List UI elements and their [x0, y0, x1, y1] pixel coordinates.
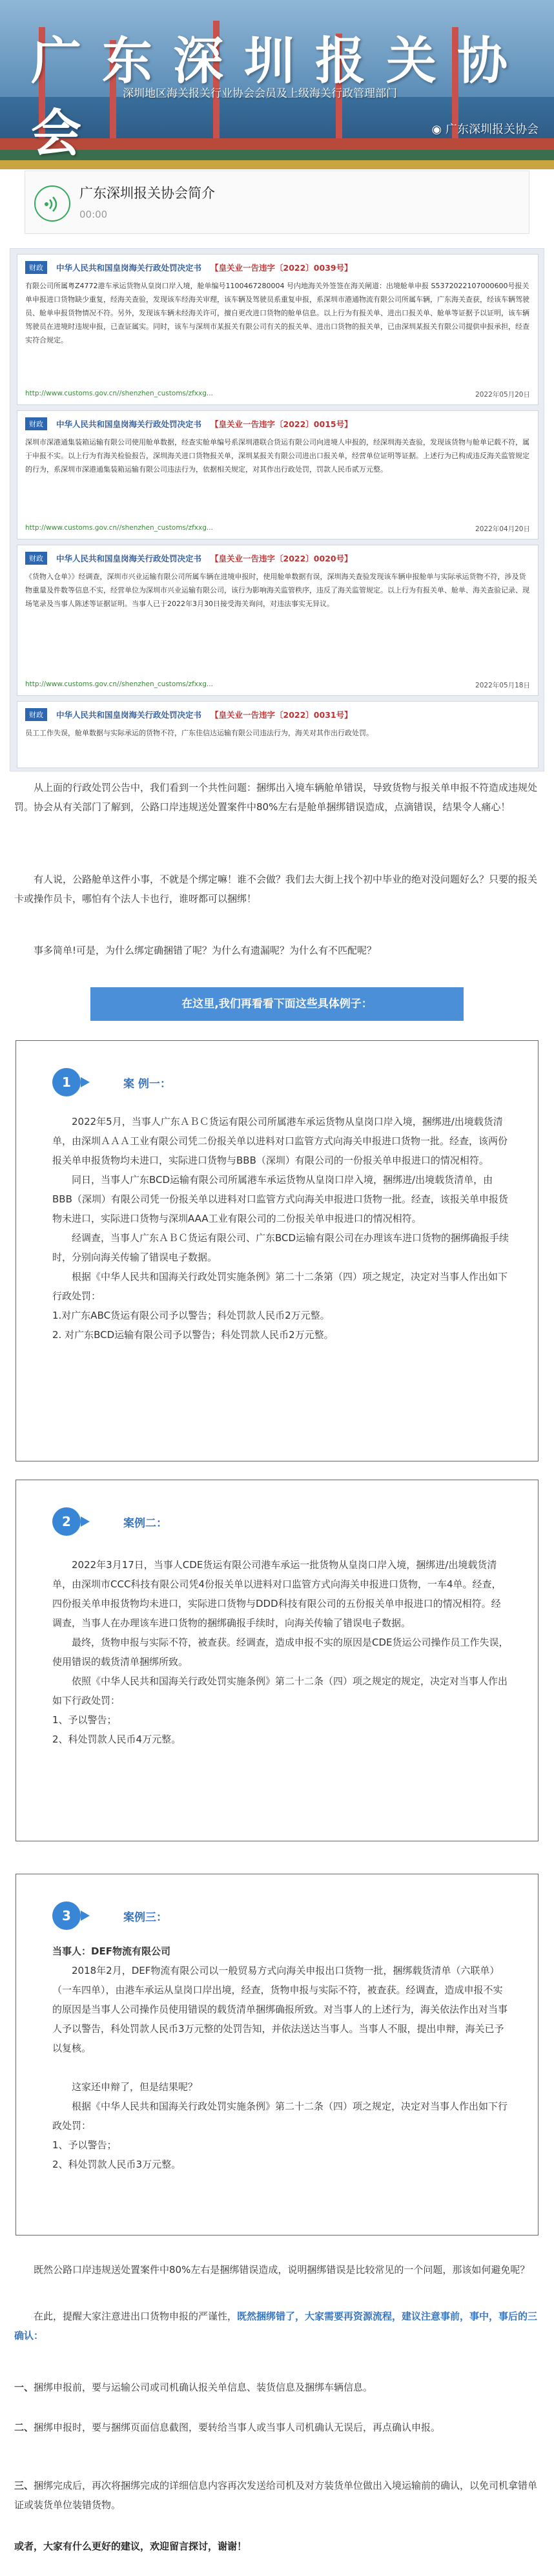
notice-tag: 财政: [25, 708, 47, 721]
notice-tag: 财政: [25, 261, 47, 274]
header-banner: [0, 0, 554, 169]
wechat-icon: ◉: [431, 123, 442, 136]
notice-number: 【皇关业一告违字〔2022〕0020号】: [210, 554, 353, 563]
step-item: 三、捆绑完成后，再次将捆绑完成的详细信息内容再次发送给司机及对方装货单位做出入境运输前的确认，以免司机拿错单证或装货单位装错货物。: [14, 2480, 538, 2511]
notice-date: 2022年05月20日: [475, 391, 530, 399]
notice-tag: 财政: [25, 552, 47, 565]
case-paragraph: 根据《中华人民共和国海关行政处罚实施条例》第二十二条第（四）项之规定，决定对当事人作出如下行政处罚：: [52, 1271, 508, 1302]
penalty-item: 2、科处罚款人民币4万元整。: [52, 1733, 181, 1745]
audio-play-button[interactable]: [34, 185, 70, 222]
notice-header: 中华人民共和国皇岗海关行政处罚决定书: [56, 263, 202, 273]
audio-player[interactable]: [25, 171, 529, 234]
notice-body: 有限公司所属粤Z4772港车承运货物从皇岗口岸入境，舱单编号1100467280004 号内地海关外签签在海关闸道：出境舱单申报 S5372022107000600号报关单申报进口货物缺少重复，经海关查验，发现该车经海关审理，该车辆及驾驶员系重复申报，系深圳市港通物流有限公司所属车辆，广东海关查获，经该车辆驾驶员、舱单申报货物情况不符。另外，发现该车辆未经海关许可，擅自更改进口货物的舱单信息。以上行为有报关单、进出口报关单、舱单等证据予以证明，该车辆驾驶员在进境时违规申报，已查证属实。同时，该车与深圳市某报关有限公司有关的报关单、进出口货物的报关单，已由深圳某报关有限公司提供申报承担，经查实符合规定。: [25, 282, 529, 344]
penalty-item: 2. 对广东BCD运输有限公司予以警告；科处罚款人民币2万元整。: [52, 1329, 334, 1341]
case-text: [52, 1942, 509, 2174]
notice-card: [17, 410, 539, 539]
case-text: [52, 1112, 509, 1345]
intro-paragraph: 有人说，公路舱单这件小事，不就是个绑定嘛！谁不会做？我们去大街上找个初中毕业的绝对没问题好么？只要的报关卡或操作员卡，哪怕有个法人卡也行，谁呀都可以捆绑！: [14, 874, 538, 905]
case-paragraph: 2022年5月，当事人广东ＡＢＣ货运有限公司所属港车承运货物从皇岗口岸入境，捆绑进/出境载货清单，由深圳ＡＡＡ工业有限公司凭二份报关单以进料对口监管方式向海关申报进口货物一批。经查，该两份报关单申报货物均未进口，实际进口货物与BBB（深圳）有限公司的一份报关单申报进口的情况相符。: [52, 1116, 508, 1166]
closing-line: 或者，大家有什么更好的建议，欢迎留言探讨，谢谢！: [14, 2540, 247, 2552]
sound-wave-icon: [43, 196, 61, 213]
notice-header: 中华人民共和国皇岗海关行政处罚决定书: [56, 419, 202, 429]
section-title: 在这里,我们再看看下面这些具体例子：: [90, 987, 464, 1021]
notice-number: 【皇关业一告违字〔2022〕0015号】: [210, 419, 353, 429]
case-title: 案 例一：: [123, 1077, 171, 1091]
notice-number: 【皇关业一告违字〔2022〕0039号】: [210, 263, 353, 273]
notice-number: 【皇关业一告违字〔2022〕0031号】: [210, 710, 353, 720]
case-paragraph: 2022年3月17日，当事人CDE货运有限公司港车承运一批货物从皇岗口岸入境，捆绑进/出境载货清单，由深圳市CCC科技有限公司凭4份报关单以进料对口监管方式向海关申报进口货物，一车4单。经查，四份报关单申报货物均未进口，实际进口货物与DDD科技有限公司的五份报关单申报进口的情况相符。经调查，当事人在办理该车进口货物的捆绑确报手续时，向海关传输了错误电子数据。: [52, 1559, 502, 1629]
step-item: 二、捆绑申报时，要与捆绑页面信息截图，要转给当事人或当事人司机确认无误后，再点确认申报。: [14, 2422, 441, 2433]
step-item: 一、捆绑申报前，要与运输公司或司机确认报关单信息、装货信息及捆绑车辆信息。: [14, 2382, 373, 2393]
audio-title: 广东深圳报关协会简介: [79, 185, 215, 201]
banner-title: 广东深圳报关协会: [31, 32, 529, 163]
case-paragraph: 同日，当事人广东BCD运输有限公司所属港车承运货物从皇岗口岸入境，捆绑进/出境载货清单，由BBB（深圳）有限公司凭一份报关单以进料对口监管方式向海关申报进口货物一批。经查，该报关单申报货物未进口，实际进口货物与深圳AAA工业有限公司的二份报关单申报进口的情况相符。: [52, 1174, 508, 1224]
case-number-badge: 1: [52, 1068, 81, 1096]
case-paragraph: 2018年2月，DEF物流有限公司以一般贸易方式向海关申报出口货物一批，捆绑载货清单（六联单）（一车四单），由港车承运从皇岗口岸出境，经查，货物申报与实际不符，被查获。经调查，造成申报不实的原因是当事人公司操作员使用错误的载货清单捆绑确报所致。对当事人的上述行为，海关依法作出对当事人予以警告，科处罚款人民币3万元整的处罚告知，并依法送达当事人。当事人不服，提出申辩，海关已予以复核。: [52, 1965, 508, 2054]
case-box: [15, 1040, 539, 1461]
case-paragraph: 经调查，当事人广东ＡＢＣ货运有限公司、广东BCD运输有限公司在办理该车进口货物的捆绑确报手续时，分别向海关传输了错误电子数据。: [52, 1232, 509, 1263]
notice-date: 2022年04月20日: [475, 525, 530, 533]
case-title: 案例二：: [123, 1516, 167, 1530]
penalty-item: 2、科处罚款人民币3万元整。: [52, 2159, 181, 2170]
notice-header: 中华人民共和国皇岗海关行政处罚决定书: [56, 554, 202, 563]
penalty-notices-screenshot: [10, 248, 544, 771]
banner-watermark: ◉ 广东深圳报关协会: [431, 123, 539, 136]
notice-tag: 财政: [25, 417, 47, 430]
notice-body: 深圳市深港通集装箱运输有限公司使用舱单数据，经查实舱单编号系深圳港联合货运有限公司向进境人申报的，经深圳海关查验，发现该货物与舱单记载不符，属于申报不实。以上行为有海关检验报告，深圳海关进口货物报关单，深圳某报关有限公司进出口报关单，经营单位证明等证据。上述行为已构成违反海关监管规定的行为，系深圳市深港通集装箱运输有限公司违法行为，依据相关规定，对其作出行政处罚，罚款人民币贰万元整。: [25, 438, 529, 474]
notice-url[interactable]: http://www.customs.gov.cn//shenzhen_customs/zfxxg...: [25, 390, 213, 397]
case-number-badge: 2: [52, 1507, 81, 1536]
notice-card: [17, 545, 539, 696]
case-box: [15, 1874, 539, 2236]
case-title: 案例三：: [123, 1911, 167, 1924]
case-paragraph: 根据《中华人民共和国海关行政处罚实施条例》第二十二条（四）项之规定，决定对当事人作出如下行政处罚：: [52, 2100, 508, 2131]
intro-paragraph: 从上面的行政处罚公告中，我们看到一个共性问题：捆绑出入境车辆舱单错误，导致货物与报关单申报不符造成违规处罚。协会从有关部门了解到，公路口岸违规送处置案件中80%左右是舱单捆绑错误造成，点滴错误，结果令人痛心！: [14, 782, 538, 813]
case-paragraph: 依照《中华人民共和国海关行政处罚实施条例》第二十二条（四）项之规定的规定，决定对当事人作出如下行政处罚：: [52, 1675, 508, 1706]
notice-body: 《货物入仓单》》经调查，深圳市兴业运输有限公司所属车辆在进境申报时，使用舱单数据有误，深圳海关查验发现该车辆申报舱单与实际承运货物不符，涉及货物重量及件数等信息不实，经营单位为深圳市兴业运输有限公司，该行为影响海关监管秩序，违反了海关监管规定。以上行为有报关单、舱单、海关查验记录、现场笔录及当事人陈述等证据证明。当事人已于2022年3月30日接受海关询问，对违法事实无异议。: [25, 572, 529, 608]
emphasis-text: 既然捆绑错了，大家需要再资源流程，建议注意事前，事中，事后的三确认：: [14, 2310, 538, 2341]
notice-url[interactable]: http://www.customs.gov.cn//shenzhen_customs/zfxxg...: [25, 524, 213, 532]
notice-url[interactable]: http://www.customs.gov.cn//shenzhen_customs/zfxxg...: [25, 680, 213, 688]
banner-subtitle: 深圳地区海关报关行业协会会员及上级海关行政管理部门: [123, 87, 397, 100]
notice-header: 中华人民共和国皇岗海关行政处罚决定书: [56, 710, 202, 720]
case-paragraph: 最终，货物申报与实际不符，被查获。经调查，造成申报不实的原因是CDE货运公司操作员工作失误，使用错误的载货清单捆绑所致。: [52, 1637, 509, 1668]
case-number-badge: 3: [52, 1901, 81, 1930]
conclusion-paragraph: 既然公路口岸违规送处置案件中80%左右是捆绑错误造成，说明捆绑错误是比较常见的一个问题，那该如何避免呢？: [34, 2264, 530, 2276]
conclusion-paragraph: 在此，提醒大家注意进出口货物申报的严谨性，既然捆绑错了，大家需要再资源流程，建议注意事前，事中，事后的三确认：: [14, 2310, 538, 2341]
case-party: 当事人：DEF物流有限公司: [52, 1945, 170, 1957]
notice-card: [17, 254, 539, 405]
notice-body: 员工工作失误，舱单数据与实际承运的货物不符，广东佳信达运输有限公司违法行为，海关对其作出行政处罚。: [25, 729, 373, 737]
notice-card: [17, 701, 539, 768]
penalty-item: 1.对广东ABC货运有限公司予以警告；科处罚款人民币2万元整。: [52, 1310, 330, 1321]
audio-duration: 00:00: [79, 209, 108, 220]
notice-date: 2022年05月18日: [475, 682, 530, 689]
penalty-item: 1、予以警告；: [52, 1714, 117, 1726]
intro-paragraph: 事多简单!可是，为什么绑定确捆错了呢？为什么有遗漏呢？为什么有不匹配呢？: [34, 945, 377, 956]
penalty-item: 1、予以警告；: [52, 2139, 117, 2151]
case-paragraph: 这家还申辩了，但是结果呢？: [72, 2081, 198, 2093]
case-text: [52, 1555, 509, 1749]
case-box: [15, 1480, 539, 1841]
